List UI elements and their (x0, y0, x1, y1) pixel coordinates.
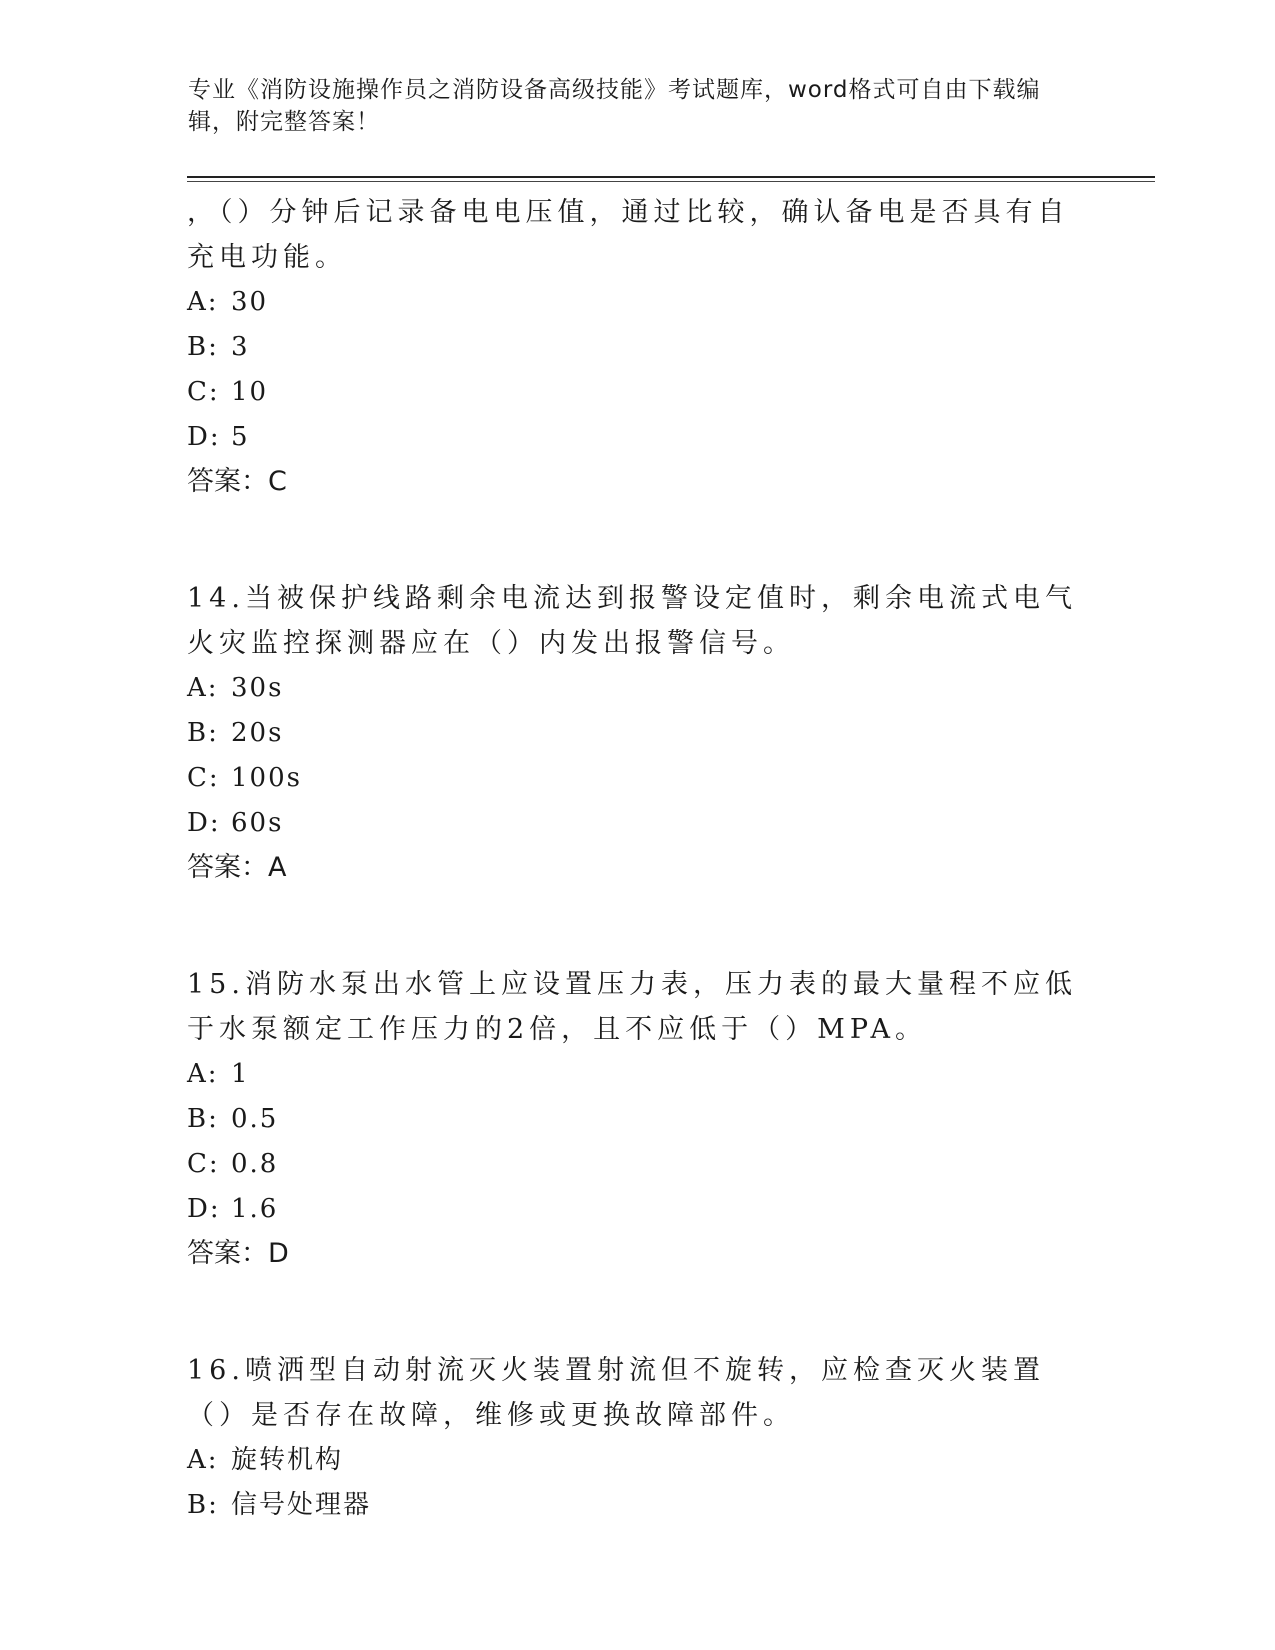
option-b: B: 3 (187, 332, 250, 362)
option-c: C: 100s (187, 763, 302, 793)
question-item (187, 576, 1087, 890)
option-d: D: 60s (187, 808, 284, 838)
option-a: A: 旋转机构 (187, 1445, 344, 1475)
question-item (187, 1348, 1087, 1528)
question-text: 14.当被保护线路剩余电流达到报警设定值时，剩余电流式电气火灾监控探测器应在（）内发出报警信号。 (187, 583, 1077, 659)
question-text: ，（）分钟后记录备电电压值，通过比较，确认备电是否具有自充电功能。 (187, 197, 1070, 273)
option-d: D: 5 (187, 422, 250, 452)
answer-line: 答案：D (187, 1238, 289, 1269)
option-a: A: 30 (187, 287, 269, 317)
option-b: B: 信号处理器 (187, 1490, 372, 1520)
option-b: B: 20s (187, 718, 284, 748)
document-intro: 专业《消防设施操作员之消防设备高级技能》考试题库，word格式可自由下载编辑，附完整答案！ (188, 77, 1041, 135)
header-divider-thin (187, 181, 1155, 182)
option-b: B: 0.5 (187, 1104, 279, 1134)
question-text: 15.消防水泵出水管上应设置压力表，压力表的最大量程不应低于水泵额定工作压力的2倍，且不应低于（）MPA。 (187, 969, 1077, 1045)
option-c: C: 10 (187, 377, 269, 407)
option-a: A: 1 (187, 1059, 250, 1089)
question-item (187, 962, 1087, 1276)
answer-line: 答案：A (187, 852, 287, 883)
option-a: A: 30s (187, 673, 284, 703)
option-d: D: 1.6 (187, 1194, 279, 1224)
question-item (187, 190, 1087, 504)
question-text: 16.喷洒型自动射流灭火装置射流但不旋转，应检查灭火装置（）是否存在故障，维修或更换故障部件。 (187, 1355, 1045, 1431)
header-divider-thick (187, 176, 1155, 178)
question-list (187, 190, 1087, 1528)
answer-line: 答案：C (187, 466, 287, 497)
option-c: C: 0.8 (187, 1149, 279, 1179)
